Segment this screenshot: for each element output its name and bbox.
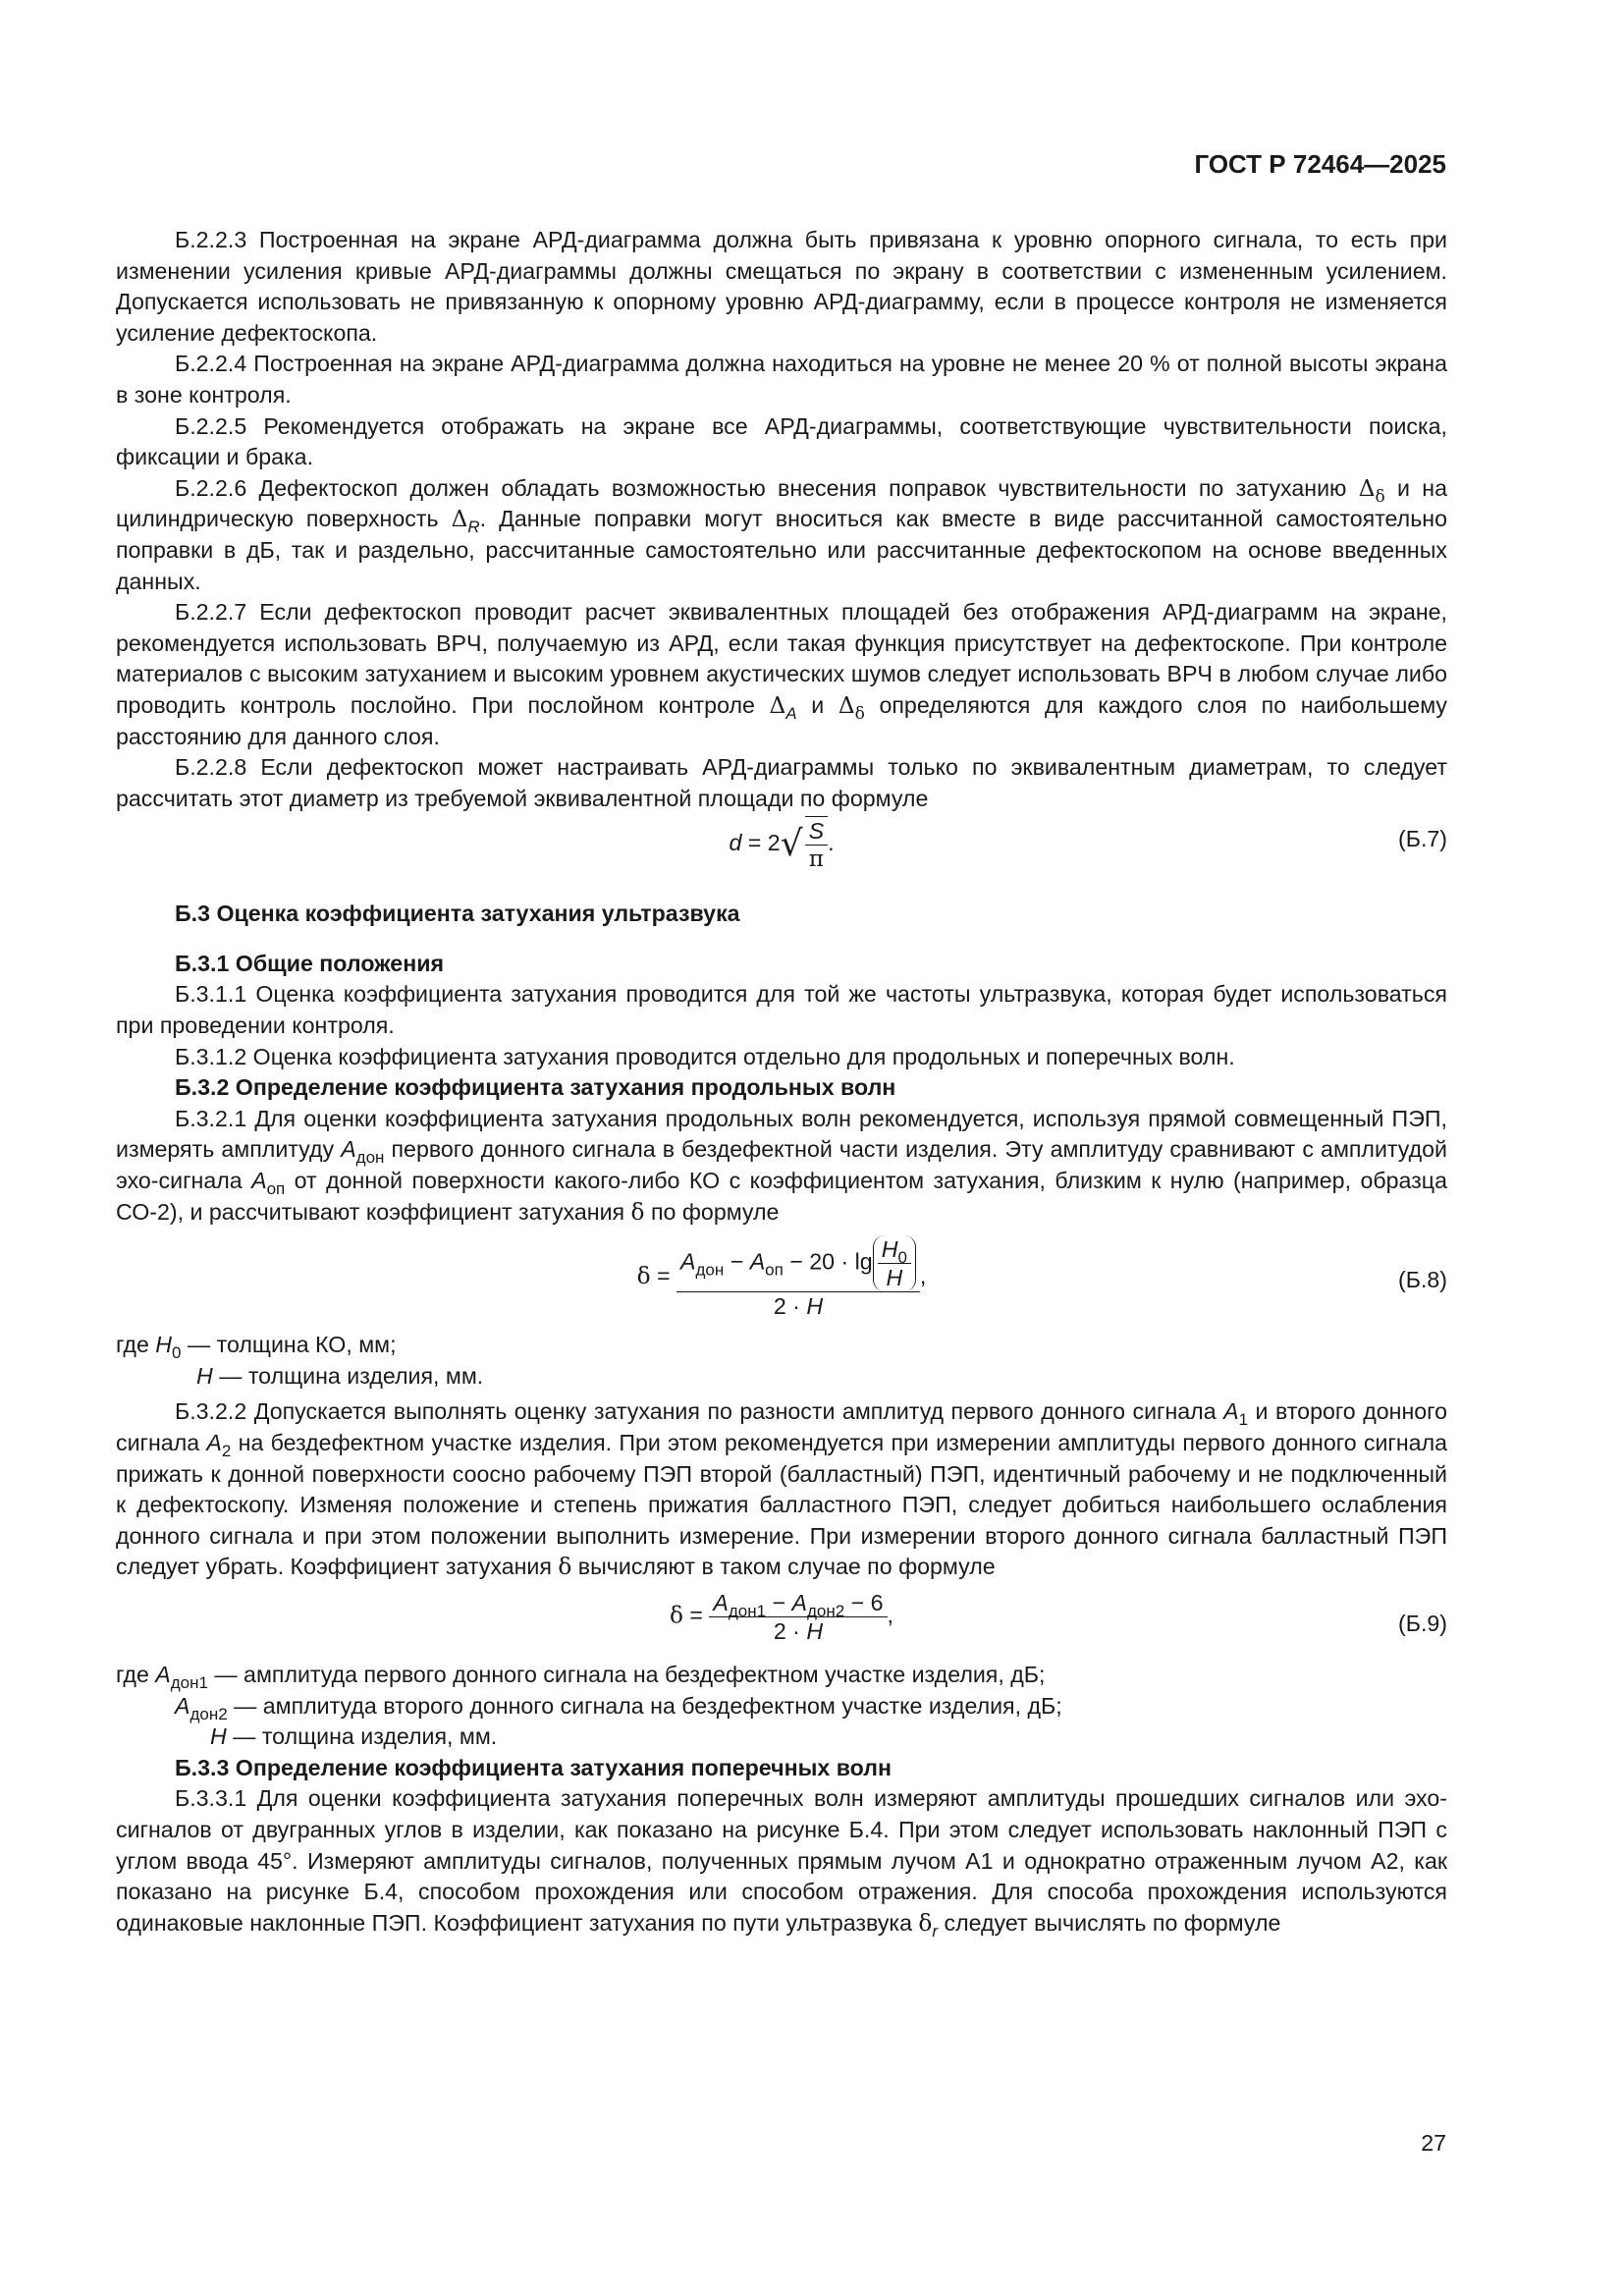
where-text: — толщина КО, мм; xyxy=(181,1332,397,1358)
symbol-a: A xyxy=(749,1248,766,1275)
paragraph-b3-1-1: Б.3.1.1 Оценка коэффициента затухания проводится для той же частоты ультразвука, которая будет использоваться при проведении контроля. xyxy=(116,981,1447,1039)
paragraph-b3-1-2: Б.3.1.2 Оценка коэффициента затухания проводится отдельно для продольных и поперечных волн. xyxy=(175,1043,1235,1069)
symbol-h: H xyxy=(196,1362,213,1389)
symbol-h: H xyxy=(806,1293,824,1320)
formula-b7-lhs: d xyxy=(729,830,742,856)
subscript-2: 2 xyxy=(221,1442,232,1460)
formula-b7-number: (Б.7) xyxy=(1398,826,1447,852)
text-segment: следует вычислять по формуле xyxy=(938,1909,1281,1936)
subscript-don2: дон2 xyxy=(807,1601,845,1620)
formula-b8-lhs: δ xyxy=(636,1263,651,1290)
where-list-b8-item-2 xyxy=(116,1361,1447,1393)
where-text: — толщина изделия, мм. xyxy=(226,1723,498,1750)
text-segment: Б.2.2.7 Если дефектоскоп проводит расчет эквивалентных площадей без отображения АРД-диаграмм на экране, рекомендуется использовать ВРЧ, получаемую из АРД, если такая функция присутствует на дефектоскопе. При контроле материалов с высоким затуханием и высоким уровнем акустических шумов следует использовать ВРЧ в любом случае либо проводить контроль послойно. При послойном контроле xyxy=(116,599,1447,718)
text-segment: Б.3.3.1 Для оценки коэффициента затухания поперечных волн измеряют амплитуды прошедших сигналов или эхо-сигналов от двугранных углов в изделии, как показано на рисунке Б.4. При этом следует использовать наклонный ПЭП с углом ввода 45°. Измеряют амплитуды сигналов, полученных прямым лучом А1 и однократно отраженным лучом А2, как показано на рисунке Б.4, способом прохождения или способом отражения. Для способа прохождения используются одинаковые наклонные ПЭП. Коэффициент затухания по пути ультразвука xyxy=(116,1785,1447,1936)
delta-symbol: δ xyxy=(558,1554,572,1581)
formula-b9 xyxy=(116,1589,1447,1660)
formula-b7-denominator: π xyxy=(808,846,824,873)
formula-b9-fraction xyxy=(709,1589,887,1645)
formula-b7-radicand xyxy=(805,816,828,873)
formula-b8-numerator xyxy=(676,1235,920,1292)
where-text: — амплитуда второго донного сигнала на бездефектном участке изделия, дБ; xyxy=(227,1692,1062,1719)
subscript-don1: дон1 xyxy=(728,1601,767,1620)
text-segment: и на цилиндрическую поверхность xyxy=(116,474,1447,532)
formula-b8-number: (Б.8) xyxy=(1398,1267,1447,1293)
formula-b8-eq: = xyxy=(650,1263,677,1289)
delta-upper-symbol: Δ xyxy=(451,506,468,533)
formula-b9-tail: , xyxy=(887,1602,893,1628)
symbol-h: H xyxy=(881,1236,898,1263)
text-segment: первого донного сигнала в бездефектной части изделия. Эту амплитуду сравнивают с амплитудой эхо-сигнала xyxy=(116,1136,1447,1194)
symbol-a: A xyxy=(1223,1398,1239,1425)
text-segment: Б.3.2.2 Допускается выполнять оценку затухания по разности амплитуд первого донного сигнала xyxy=(175,1398,1224,1425)
where-prefix: где xyxy=(116,1661,156,1687)
text-segment: . Данные поправки могут вноситься как вместе в виде рассчитанной самостоятельно поправки в дБ, так и раздельно, рассчитанные самостоятельно или рассчитанные дефектоскопом на основе введенных данных. xyxy=(116,506,1447,594)
delta-symbol: δ xyxy=(918,1909,933,1937)
formula-b8-inner-numerator xyxy=(878,1235,911,1268)
symbol-a: A xyxy=(175,1692,190,1719)
where-prefix: где xyxy=(116,1332,156,1358)
paragraph-b2-2-4: Б.2.2.4 Построенная на экране АРД-диаграмма должна находиться на уровне не менее 20 % от полной высоты экрана в зоне контроля. xyxy=(116,351,1447,408)
symbol-a: A xyxy=(713,1589,729,1615)
formula-b8-fraction xyxy=(676,1235,920,1320)
formula-b9-eq: = xyxy=(682,1602,710,1628)
subscript-delta: δ xyxy=(854,703,865,724)
delta-symbol: δ xyxy=(630,1198,645,1226)
formula-b7-tail: . xyxy=(828,830,835,856)
subscript-0: 0 xyxy=(897,1248,907,1268)
section-heading-b3-1: Б.3.1 Общие положения xyxy=(175,950,444,976)
formula-b9-den-coef: 2 · xyxy=(773,1617,807,1644)
paragraph-b2-2-8: Б.2.2.8 Если дефектоскоп может настраивать АРД-диаграммы только по эквивалентным диаметрам, то следует рассчитать этот диаметр из требуемой эквивалентной площади по формуле xyxy=(116,754,1447,811)
text-segment: вычисляют в таком случае по формуле xyxy=(571,1554,996,1580)
formula-b7 xyxy=(116,816,1447,875)
sqrt-icon: √ xyxy=(780,824,803,865)
where-list-b9-item-2 xyxy=(116,1691,1447,1722)
text-segment: и второго донного сигнала xyxy=(116,1398,1447,1455)
formula-b9-number: (Б.9) xyxy=(1398,1610,1447,1636)
formula-b8-parenthesis xyxy=(873,1235,916,1291)
text-segment: Б.2.2.6 Дефектоскоп должен обладать возможностью внесения поправок чувствительности по затуханию xyxy=(175,474,1359,501)
paragraph-b2-2-5: Б.2.2.5 Рекомендуется отображать на экране все АРД-диаграммы, соответствующие чувствительности поиска, фиксации и брака. xyxy=(116,412,1447,470)
subscript-r: R xyxy=(467,518,480,537)
subscript-don2: дон2 xyxy=(189,1704,228,1723)
text-segment: Б.3.2.1 Для оценки коэффициента затухания продольных волн рекомендуется, используя прямой совмещенный ПЭП, измерять амплитуду xyxy=(116,1105,1447,1163)
text-segment: на бездефектном участке изделия. При этом рекомендуется при измерении амплитуды первого донного сигнала прижать к донной поверхности соосно рабочему ПЭП второй (балластный) ПЭП, идентичный рабочему и не подключенный к дефектоскопу. Изменяя положение и степень прижатия балластного ПЭП, следует добиться наибольшего ослабления донного сигнала и при этом положении выполнить измерение. При измерении второго донного сигнала балластный ПЭП следует убрать. Коэффициент затухания xyxy=(116,1430,1447,1580)
paragraph-b3-2-1 xyxy=(116,1104,1447,1228)
formula-b9-expression xyxy=(116,1589,1447,1645)
delta-upper-symbol: Δ xyxy=(769,691,786,719)
formula-b8-inner-fraction xyxy=(878,1235,911,1291)
formula-b8 xyxy=(116,1235,1447,1330)
subscript-don: дон xyxy=(695,1260,725,1280)
where-list-b8-item-1 xyxy=(116,1330,1447,1361)
section-heading-b3: Б.3 Оценка коэффициента затухания ультразвука xyxy=(175,901,740,927)
formula-b9-denominator xyxy=(709,1617,887,1645)
text-segment: и xyxy=(796,691,839,718)
where-text: — амплитуда первого донного сигнала на бездефектном участке изделия, дБ; xyxy=(207,1661,1046,1687)
section-heading-b3-2: Б.3.2 Определение коэффициента затухания продольных волн xyxy=(175,1074,896,1101)
where-list-b9-item-1 xyxy=(116,1660,1447,1691)
formula-b7-fraction xyxy=(805,817,828,873)
formula-b9-numerator xyxy=(709,1589,887,1620)
symbol-a: A xyxy=(251,1168,267,1194)
subscript-don: дон xyxy=(355,1148,385,1168)
symbol-h: H xyxy=(806,1617,824,1644)
delta-upper-symbol: Δ xyxy=(1358,474,1376,502)
minus-sign: − xyxy=(724,1248,750,1275)
symbol-a: A xyxy=(155,1661,171,1687)
page-content xyxy=(116,225,1447,1939)
subscript-op: оп xyxy=(765,1260,784,1280)
symbol-a: A xyxy=(791,1589,807,1615)
paragraph-b2-2-6 xyxy=(116,473,1447,597)
formula-b7-numerator: S xyxy=(805,817,828,846)
formula-b9-const-term: − 6 xyxy=(844,1589,884,1615)
formula-b8-log-term: − 20 · lg xyxy=(783,1248,873,1275)
formula-b8-inner-denominator: H xyxy=(886,1265,903,1291)
formula-b7-eq: = 2 xyxy=(741,830,781,856)
text-segment: от донной поверхности какого-либо КО с коэффициентом затухания, близким к нулю (например, образца СО-2), и рассчитывают коэффициент затухания xyxy=(116,1168,1447,1225)
subscript-r-lower: r xyxy=(932,1921,939,1941)
paragraph-b3-2-2 xyxy=(116,1396,1447,1583)
delta-upper-symbol: Δ xyxy=(838,691,855,719)
minus-sign: − xyxy=(766,1589,792,1615)
page-number: 27 xyxy=(1421,2130,1446,2156)
symbol-h: H xyxy=(210,1723,227,1750)
symbol-h: H xyxy=(155,1332,173,1358)
subscript-delta: δ xyxy=(1375,486,1385,507)
text-segment: по формуле xyxy=(644,1198,780,1225)
where-list-b9-item-3 xyxy=(116,1722,1447,1753)
symbol-a: A xyxy=(341,1136,356,1163)
paragraph-b2-2-7 xyxy=(116,597,1447,752)
subscript-0: 0 xyxy=(172,1343,182,1363)
formula-b7-expression xyxy=(116,816,1447,873)
symbol-a: A xyxy=(680,1248,696,1275)
subscript-don1: дон1 xyxy=(170,1672,208,1692)
document-header-id: ГОСТ Р 72464—2025 xyxy=(1194,149,1446,179)
symbol-a: A xyxy=(206,1430,222,1455)
subscript-1: 1 xyxy=(1238,1410,1249,1430)
formula-b9-lhs: δ xyxy=(670,1602,683,1629)
section-heading-b3-3: Б.3.3 Определение коэффициента затухания поперечных волн xyxy=(175,1754,892,1780)
paragraph-b3-3-1 xyxy=(116,1783,1447,1939)
where-text: — толщина изделия, мм. xyxy=(212,1362,484,1389)
paragraph-b2-2-3: Б.2.2.3 Построенная на экране АРД-диаграмма должна быть привязана к уровню опорного сигнала, то есть при изменении усиления кривые АРД-диаграммы должны смещаться по экрану в соответствии с измененным усилением. Допускается использовать не привязанную к опорному уровню АРД-диаграмму, если в процессе контроля не изменяется усиление дефектоскопа. xyxy=(116,227,1447,346)
text-segment: определяются для каждого слоя по наибольшему расстоянию для данного слоя. xyxy=(116,691,1447,749)
subscript-op: оп xyxy=(266,1179,286,1199)
formula-b8-tail: , xyxy=(919,1263,927,1289)
formula-b8-den-coef: 2 · xyxy=(773,1293,807,1320)
formula-b8-denominator xyxy=(676,1292,920,1320)
formula-b8-expression xyxy=(116,1235,1447,1320)
subscript-a: A xyxy=(785,703,797,723)
